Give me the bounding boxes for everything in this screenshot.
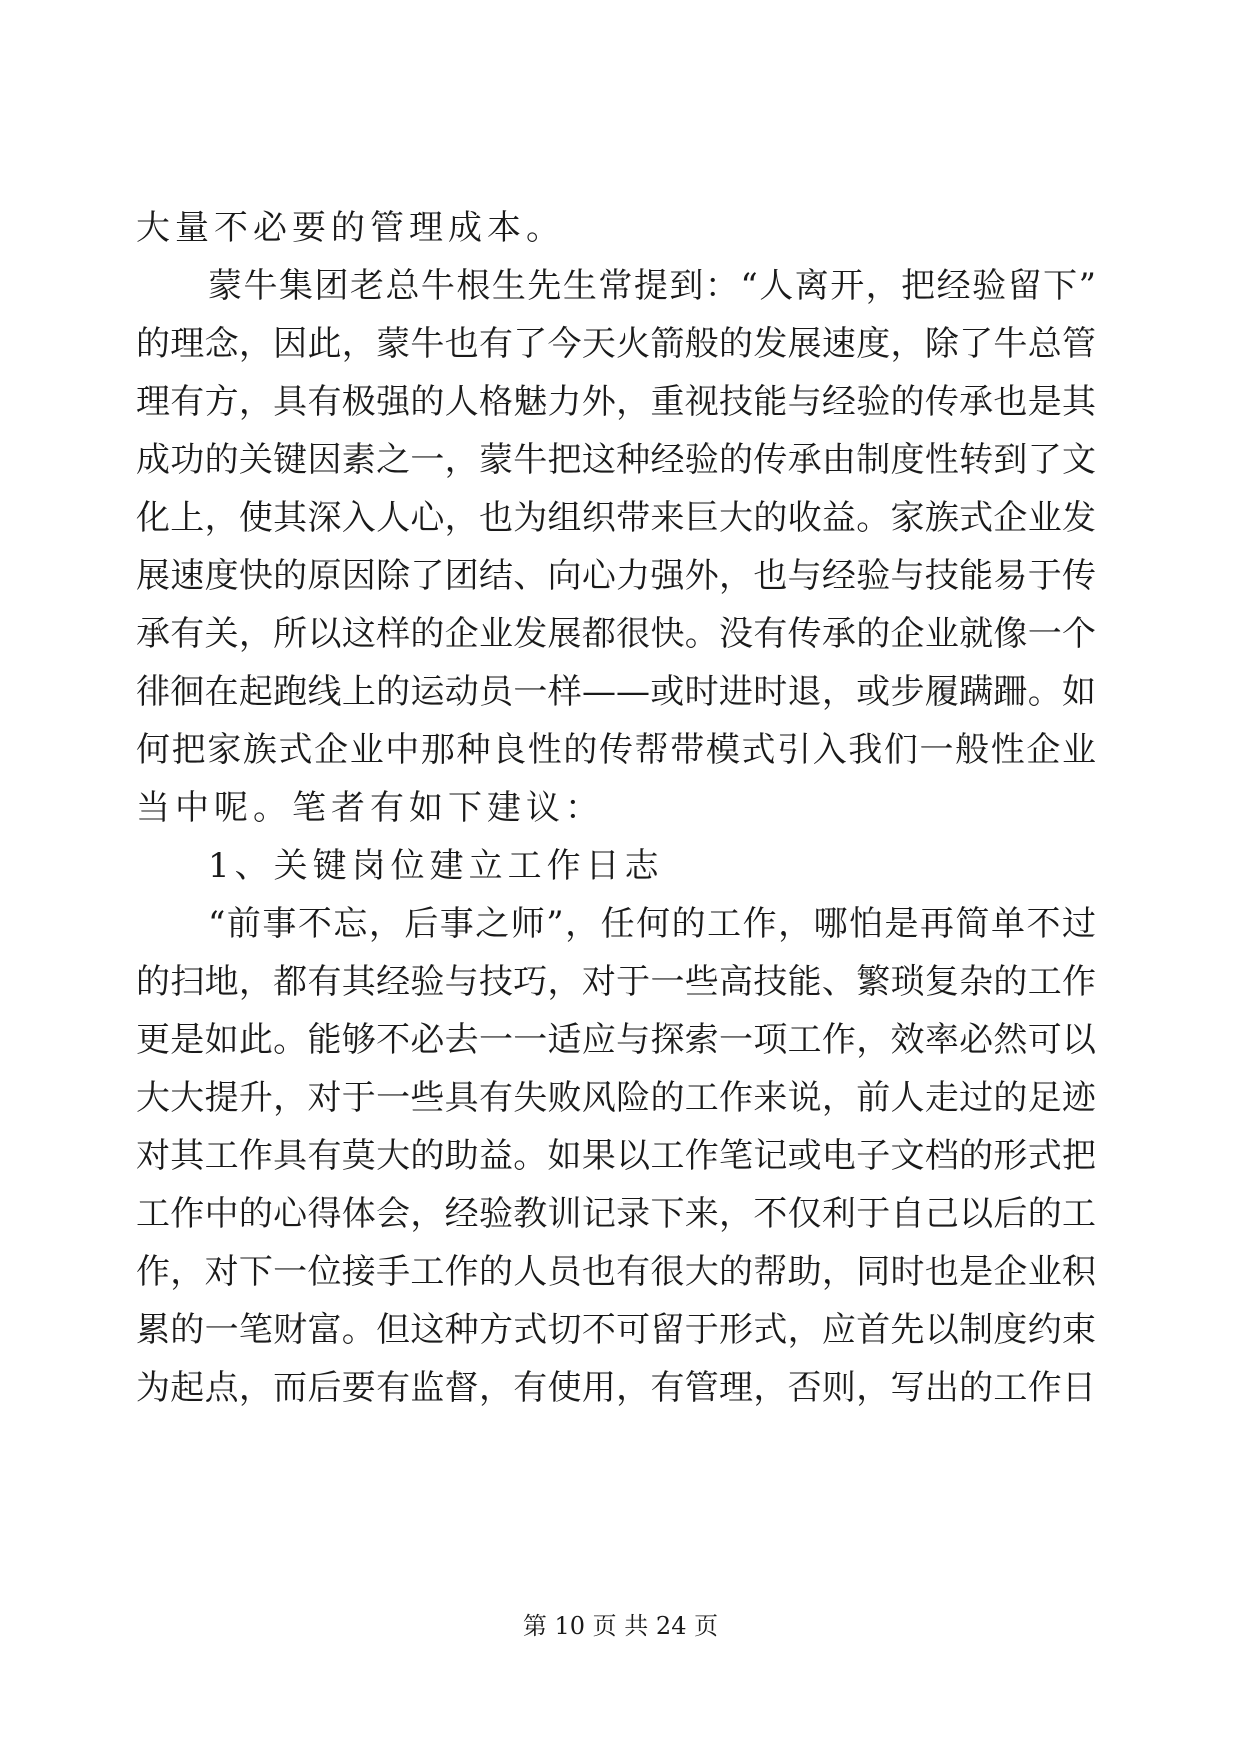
text-line: 蒙牛集团老总牛根生先生常提到：“人离开，把经验留下” xyxy=(208,266,1096,306)
text-line: 展速度快的原因除了团结、向心力强外，也与经验与技能易于传 xyxy=(136,556,1096,596)
text-line: 大量不必要的管理成本。 xyxy=(136,208,565,248)
text-line: 何把家族式企业中那种良性的传帮带模式引入我们一般性企业 xyxy=(136,730,1096,770)
text-line: 更是如此。能够不必去一一适应与探索一项工作，效率必然可以 xyxy=(136,1020,1096,1060)
text-line: 徘徊在起跑线上的运动员一样——或时进时退，或步履蹒跚。如 xyxy=(136,672,1096,712)
text-line: 累的一笔财富。但这种方式切不可留于形式，应首先以制度约束 xyxy=(136,1310,1096,1350)
text-line: 承有关，所以这样的企业发展都很快。没有传承的企业就像一个 xyxy=(136,614,1096,654)
section-heading: 1、关键岗位建立工作日志 xyxy=(208,846,664,886)
text-line: 成功的关键因素之一，蒙牛把这种经验的传承由制度性转到了文 xyxy=(136,440,1096,480)
text-line: 大大提升，对于一些具有失败风险的工作来说，前人走过的足迹 xyxy=(136,1078,1096,1118)
text-line: 工作中的心得体会，经验教训记录下来，不仅利于自己以后的工 xyxy=(136,1194,1096,1234)
text-line: 的扫地，都有其经验与技巧，对于一些高技能、繁琐复杂的工作 xyxy=(136,962,1096,1002)
text-line: 当中呢。笔者有如下建议： xyxy=(136,788,604,828)
text-line: 化上，使其深入人心，也为组织带来巨大的收益。家族式企业发 xyxy=(136,498,1096,538)
text-line: “前事不忘，后事之师”，任何的工作，哪怕是再简单不过 xyxy=(208,904,1096,944)
text-line: 对其工作具有莫大的助益。如果以工作笔记或电子文档的形式把 xyxy=(136,1136,1096,1176)
page-number-footer: 第 10 页 共 24 页 xyxy=(522,1612,719,1640)
text-line: 理有方，具有极强的人格魅力外，重视技能与经验的传承也是其 xyxy=(136,382,1096,422)
text-line: 作，对下一位接手工作的人员也有很大的帮助，同时也是企业积 xyxy=(136,1252,1096,1292)
text-line: 的理念，因此，蒙牛也有了今天火箭般的发展速度，除了牛总管 xyxy=(136,324,1096,364)
text-line: 为起点，而后要有监督，有使用，有管理，否则，写出的工作日 xyxy=(136,1368,1096,1408)
